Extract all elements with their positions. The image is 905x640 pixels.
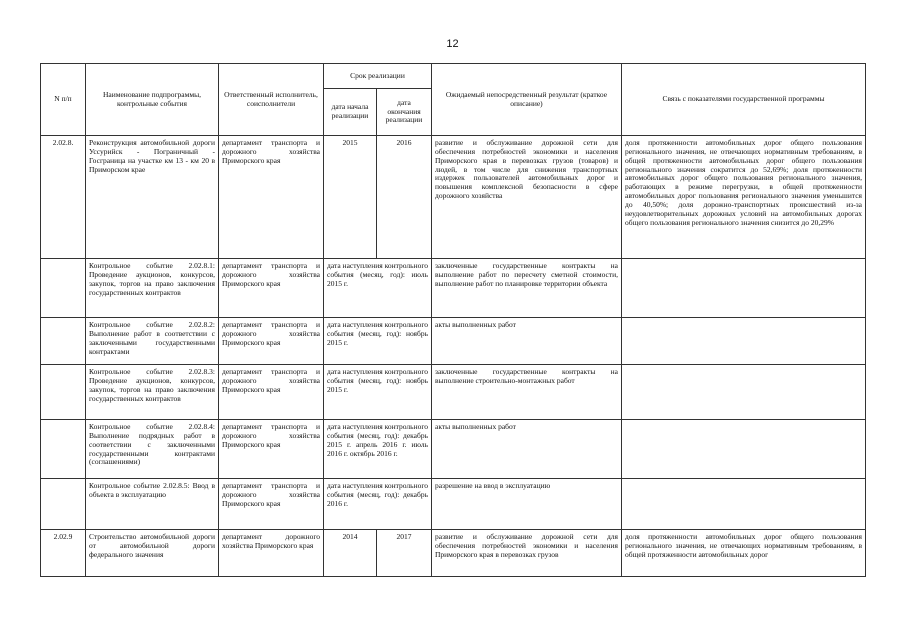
header-name: Наименование подпрограммы, контрольные события bbox=[86, 64, 219, 136]
header-num: N п/п bbox=[41, 64, 86, 136]
row-start: 2014 bbox=[324, 530, 377, 577]
row-num bbox=[41, 420, 86, 479]
row-period: дата наступления контрольного события (месяц, год): июль 2015 г. bbox=[324, 259, 432, 318]
row-num bbox=[41, 259, 86, 318]
table-row bbox=[41, 318, 866, 365]
table-row bbox=[41, 259, 866, 318]
row-name: Контрольное событие 2.02.8.5: Ввод в объекта в эксплуатацию bbox=[86, 479, 219, 530]
row-period: дата наступления контрольного события (месяц, год): декабрь 2015 г. апрель 2016 г. июль 2016 г. октябрь 2016 г. bbox=[324, 420, 432, 479]
row-period: дата наступления контрольного события (месяц, год): ноябрь 2015 г. bbox=[324, 365, 432, 420]
row-expected: заключенные государственные контракты на выполнение работ по пересчету сметной стоимости, выполнение работ по планировке территории объекта bbox=[432, 259, 622, 318]
row-end: 2016 bbox=[377, 136, 432, 259]
row-start: 2015 bbox=[324, 136, 377, 259]
row-name: Строительство автомобильной дороги от автомобильной дороги федерального значения bbox=[86, 530, 219, 577]
row-name: Контрольное событие 2.02.8.4: Выполнение подрядных работ в соответствии с заключенными государственными контрактами (соглашениями) bbox=[86, 420, 219, 479]
row-link: доля протяженности автомобильных дорог общего пользования регионального значения, не отвечающих нормативным требованиям, в общей протяженности автомобильных дорог общего пользования регионального значения сократится до 52,69%; доля протяженности автомобильных дорог общего пользования регионального значения, работающих в режиме перегрузки, в общей протяженности автомобильных дорог пользования регионального значения уменьшится до 40,50%; доля дорожно-транспортных происшествий из-за неудовлетворительных дорожных условий на автомобильных дорогах общего пользования регионального значения снизится до 20,29% bbox=[622, 136, 866, 259]
row-link bbox=[622, 365, 866, 420]
row-num: 2.02.9 bbox=[41, 530, 86, 577]
table-header-row bbox=[41, 64, 866, 89]
row-link bbox=[622, 479, 866, 530]
row-expected: развитие и обслуживание дорожной сети для обеспечения потребностей экономики и населения Приморского края в перевозках грузов (товаров) и людей, в том числе для снижения транспортных издержек пользователей автомобильных дорог и повышения комплексной безопасности в сфере дорожного хозяйства bbox=[432, 136, 622, 259]
row-link bbox=[622, 318, 866, 365]
row-link: доля протяженности автомобильных дорог общего пользования регионального значения, не отвечающих нормативным требованиям, в общей протяженности автомобильных дорог bbox=[622, 530, 866, 577]
row-name: Контрольное событие 2.02.8.3: Проведение аукционов, конкурсов, закупок, торгов на право заключения государственных контрактов bbox=[86, 365, 219, 420]
table-row bbox=[41, 530, 866, 577]
row-expected: развитие и обслуживание дорожной сети для обеспечения потребностей экономики и населения Приморского края в перевозках грузов bbox=[432, 530, 622, 577]
header-start: дата начала реализации bbox=[324, 89, 377, 136]
program-table bbox=[40, 63, 866, 577]
table-row bbox=[41, 365, 866, 420]
row-responsible: департамент транспорта и дорожного хозяйства Приморского края bbox=[219, 420, 324, 479]
row-responsible: департамент транспорта и дорожного хозяйства Приморского края bbox=[219, 479, 324, 530]
page-number: 12 bbox=[446, 38, 459, 50]
row-expected: разрешение на ввод в эксплуатацию bbox=[432, 479, 622, 530]
row-period: дата наступления контрольного события (месяц, год): ноябрь 2015 г. bbox=[324, 318, 432, 365]
header-responsible: Ответственный исполнитель, соисполнители bbox=[219, 64, 324, 136]
row-responsible: департамент транспорта и дорожного хозяйства Приморского края bbox=[219, 365, 324, 420]
row-responsible: департамент дорожного хозяйства Приморского края bbox=[219, 530, 324, 577]
header-expected: Ожидаемый непосредственный результат (краткое описание) bbox=[432, 64, 622, 136]
row-responsible: департамент транспорта и дорожного хозяйства Приморского края bbox=[219, 259, 324, 318]
row-link bbox=[622, 420, 866, 479]
header-period: Срок реализации bbox=[324, 64, 432, 89]
row-expected: заключенные государственные контракты на выполнение строительно-монтажных работ bbox=[432, 365, 622, 420]
row-name: Контрольное событие 2.02.8.2: Выполнение работ в соответствии с заключенными государственными контрактами bbox=[86, 318, 219, 365]
row-responsible: департамент транспорта и дорожного хозяйства Приморского края bbox=[219, 136, 324, 259]
row-num bbox=[41, 365, 86, 420]
table-row bbox=[41, 479, 866, 530]
row-period: дата наступления контрольного события (месяц, год): декабрь 2016 г. bbox=[324, 479, 432, 530]
row-link bbox=[622, 259, 866, 318]
row-num bbox=[41, 318, 86, 365]
table-row bbox=[41, 136, 866, 259]
row-num: 2.02.8. bbox=[41, 136, 86, 259]
row-num bbox=[41, 479, 86, 530]
row-end: 2017 bbox=[377, 530, 432, 577]
row-responsible: департамент транспорта и дорожного хозяйства Приморского края bbox=[219, 318, 324, 365]
row-name: Контрольное событие 2.02.8.1: Проведение аукционов, конкурсов, закупок, торгов на право заключения государственных контрактов bbox=[86, 259, 219, 318]
row-name: Реконструкция автомобильной дороги Уссурийск - Пограничный - Госграница на участке км 13 - км 20 в Приморском крае bbox=[86, 136, 219, 259]
table-row bbox=[41, 420, 866, 479]
row-expected: акты выполненных работ bbox=[432, 318, 622, 365]
header-link: Связь с показателями государственной программы bbox=[622, 64, 866, 136]
row-expected: акты выполненных работ bbox=[432, 420, 622, 479]
header-end: дата окончания реализации bbox=[377, 89, 432, 136]
